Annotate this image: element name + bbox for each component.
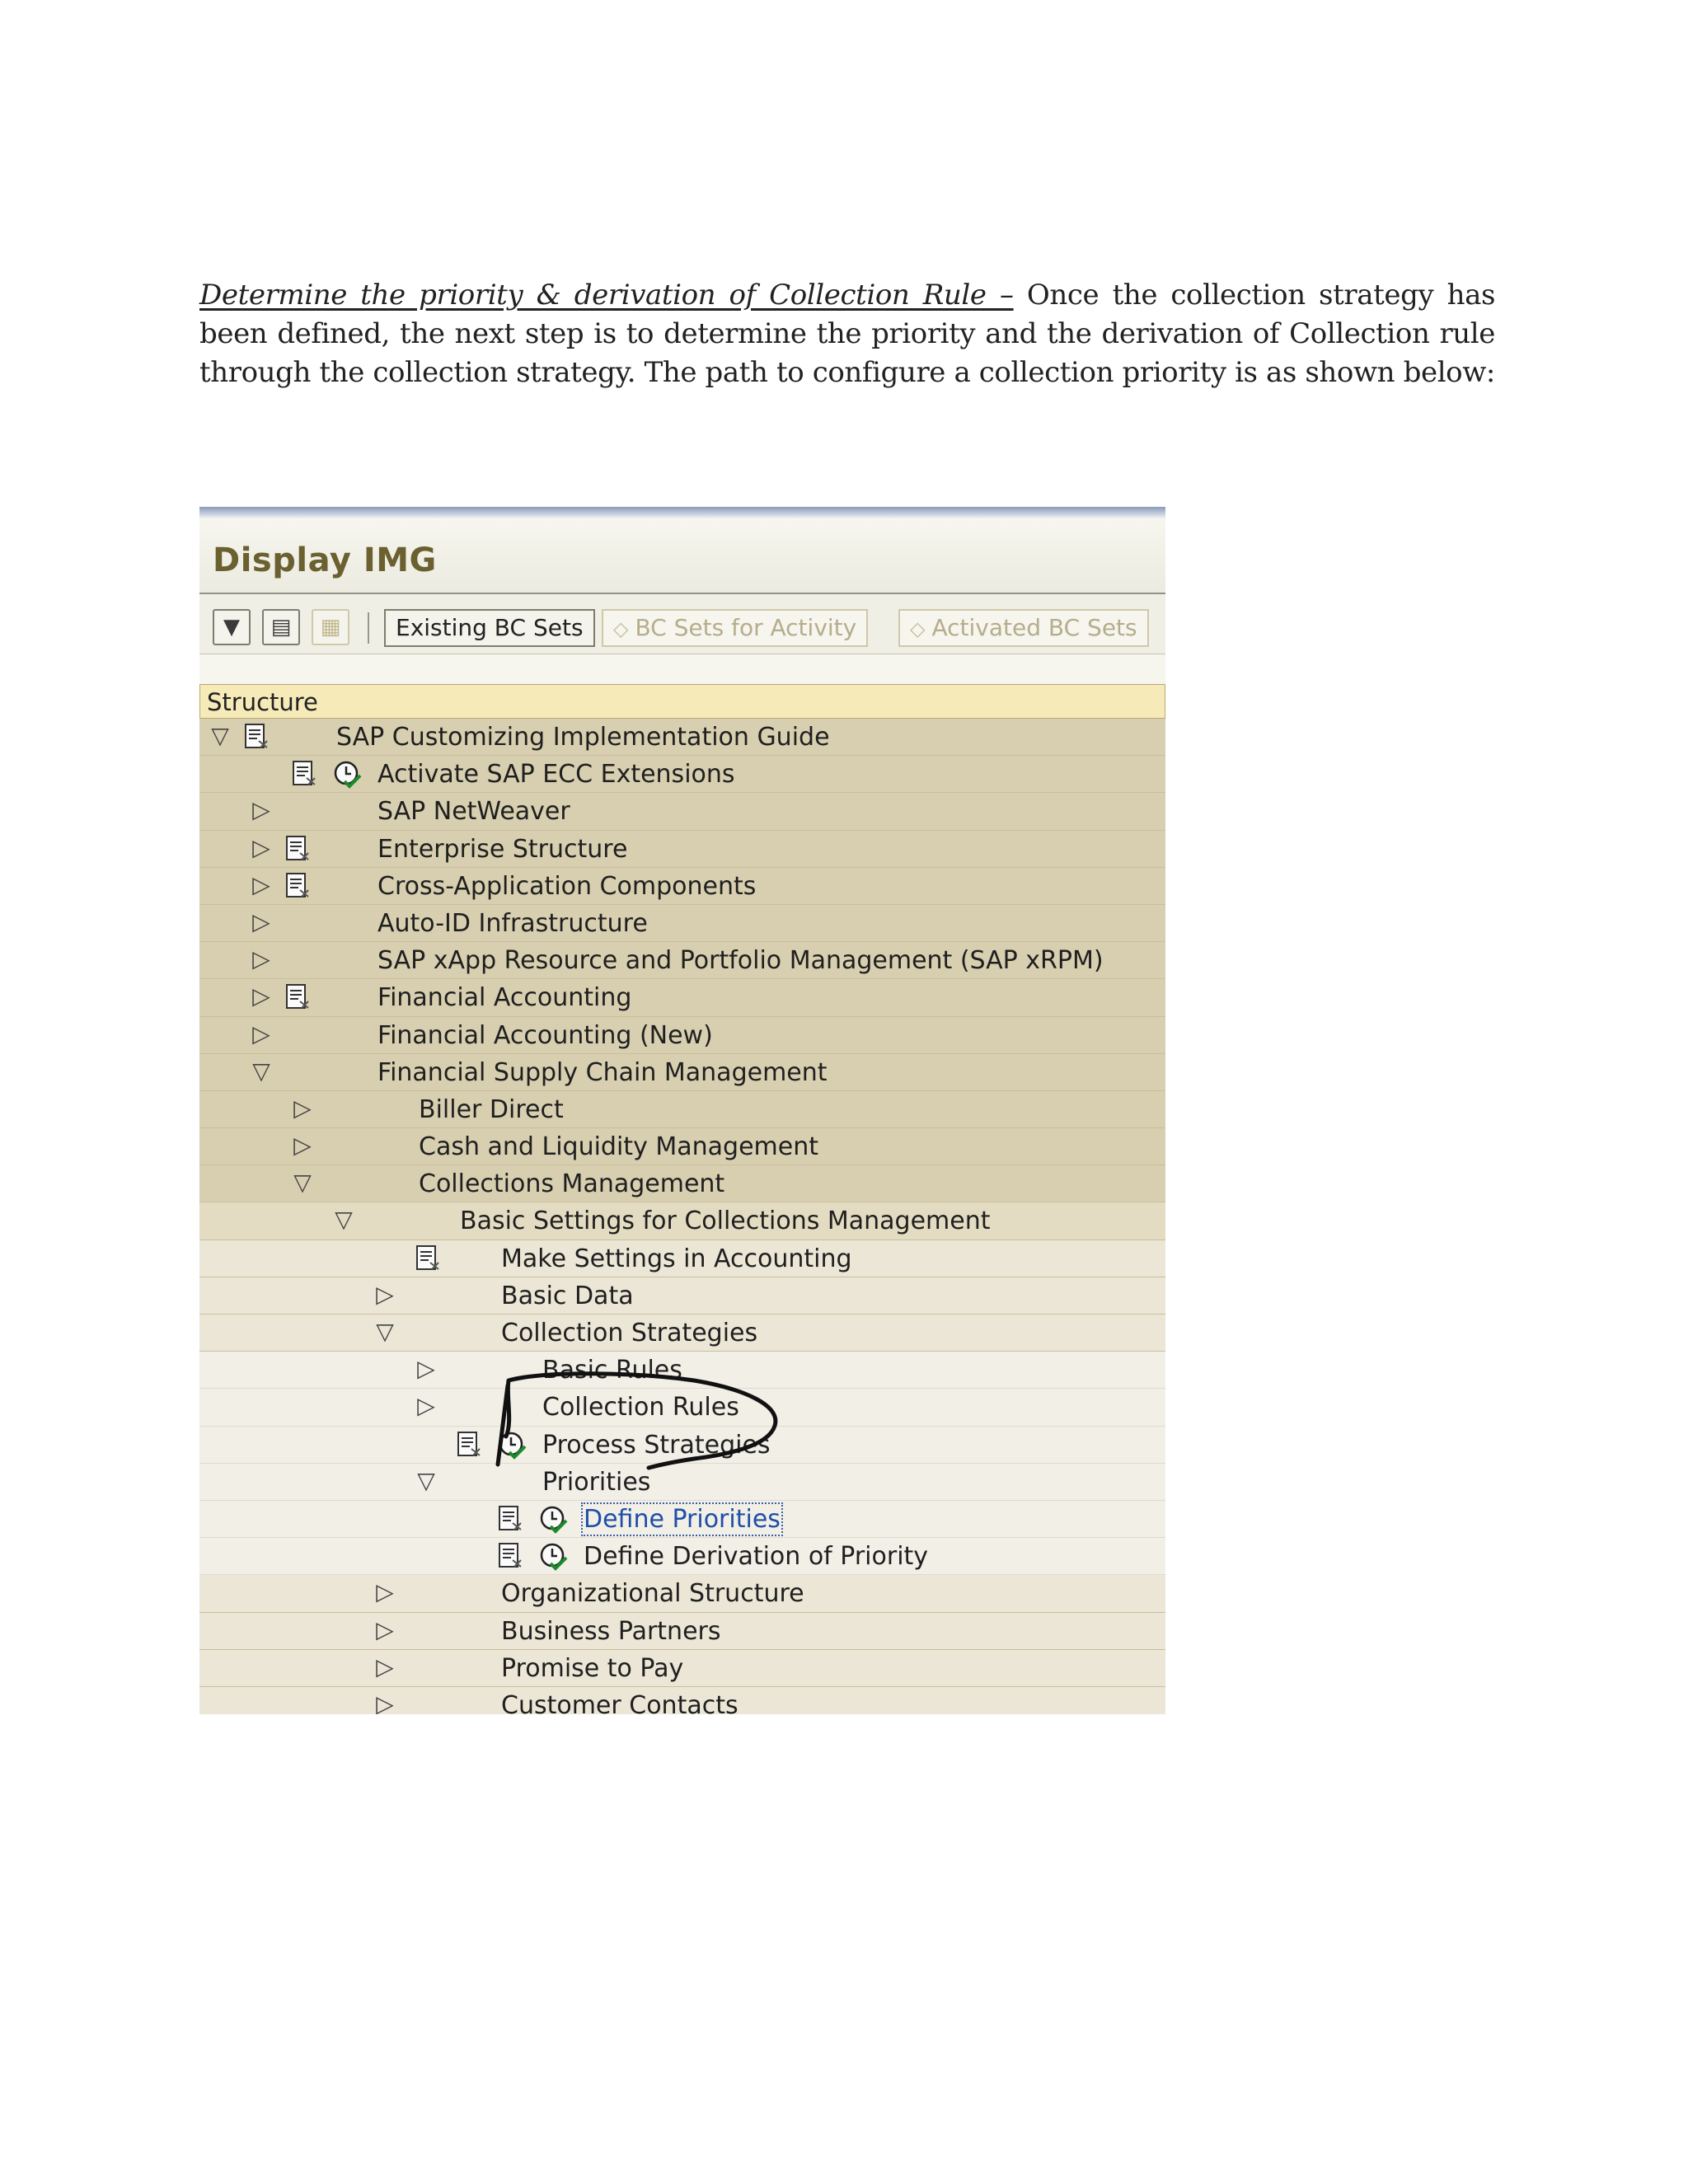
tree-row[interactable]	[199, 1240, 1165, 1277]
collapsed-node-icon[interactable]: ▷	[252, 1019, 270, 1047]
document-view-icon[interactable]: ▤	[262, 609, 300, 645]
collapsed-node-icon[interactable]: ▷	[376, 1280, 394, 1308]
tree-node-label[interactable]: Financial Accounting	[377, 983, 632, 1013]
collapsed-node-icon[interactable]: ▷	[417, 1392, 435, 1420]
tree-row[interactable]	[199, 1427, 1165, 1464]
tree-row[interactable]	[199, 1464, 1165, 1501]
tree-row[interactable]	[199, 1054, 1165, 1091]
toolbar-separator	[368, 612, 369, 644]
tree-node-label[interactable]: Enterprise Structure	[377, 834, 628, 864]
expand-all-icon[interactable]: ▼	[213, 609, 251, 645]
tree-node-label[interactable]: Cash and Liquidity Management	[419, 1132, 818, 1162]
structure-header	[199, 684, 1165, 719]
tree-node-label[interactable]: Define Priorities	[584, 1504, 781, 1534]
title-bar	[199, 518, 1165, 594]
screen-title: Display IMG	[213, 541, 437, 579]
tree-node-label[interactable]: Collection Rules	[542, 1393, 739, 1422]
collapsed-node-icon[interactable]: ▷	[376, 1652, 394, 1680]
tree-node-label[interactable]: Biller Direct	[419, 1094, 564, 1124]
existing-bc-sets-button[interactable]: Existing BC Sets	[384, 609, 595, 647]
tree-node-label[interactable]: Collection Strategies	[501, 1319, 758, 1347]
tree-row[interactable]	[199, 1687, 1165, 1714]
tree-row[interactable]	[199, 1389, 1165, 1426]
tree-node-label[interactable]: Cross-Application Components	[377, 871, 757, 901]
tree-node-label[interactable]: Process Strategies	[542, 1430, 771, 1460]
documentation-icon[interactable]	[284, 872, 312, 900]
tree-row[interactable]	[199, 1538, 1165, 1575]
execute-activity-icon[interactable]	[539, 1505, 569, 1535]
collapsed-node-icon[interactable]: ▷	[252, 870, 270, 898]
tree-row[interactable]	[199, 1017, 1165, 1054]
tree-node-label[interactable]: SAP xApp Resource and Portfolio Management (SAP xRPM)	[377, 946, 1104, 976]
documentation-icon[interactable]	[290, 760, 318, 788]
tree-node-label[interactable]: Customer Contacts	[501, 1690, 738, 1714]
tree-node-label[interactable]: Basic Settings for Collections Management	[460, 1207, 991, 1236]
tree-row[interactable]	[199, 1128, 1165, 1165]
documentation-icon[interactable]	[496, 1505, 524, 1533]
tree-row[interactable]	[199, 756, 1165, 793]
expanded-node-icon[interactable]: ▽	[252, 1057, 270, 1085]
expanded-node-icon[interactable]: ▽	[417, 1466, 435, 1494]
tree-node-label[interactable]: Promise to Pay	[501, 1653, 684, 1683]
tree-row[interactable]	[199, 1091, 1165, 1128]
tree-node-label[interactable]: Priorities	[542, 1467, 651, 1497]
tree-node-label[interactable]: Organizational Structure	[501, 1579, 804, 1609]
collapsed-node-icon[interactable]: ▷	[252, 833, 270, 861]
collapsed-node-icon[interactable]: ▷	[376, 1615, 394, 1643]
tree-row[interactable]	[199, 868, 1165, 905]
section-heading: Determine the priority & derivation of Collection Rule –	[199, 279, 1014, 312]
collapsed-node-icon[interactable]: ▷	[376, 1578, 394, 1606]
execute-activity-icon[interactable]	[498, 1431, 528, 1460]
execute-activity-icon[interactable]	[539, 1542, 569, 1572]
tree-node-label[interactable]: Financial Accounting (New)	[377, 1020, 713, 1050]
tree-row[interactable]	[199, 1575, 1165, 1612]
tree-row[interactable]	[199, 1352, 1165, 1389]
tree-row[interactable]	[199, 1315, 1165, 1352]
tree-node-label[interactable]: Business Partners	[501, 1616, 721, 1646]
collapsed-node-icon[interactable]: ▷	[252, 796, 270, 824]
intro-paragraph	[199, 276, 1495, 392]
activated-bc-sets-label: Activated BC Sets	[931, 614, 1137, 641]
expanded-node-icon[interactable]: ▽	[211, 722, 229, 749]
documentation-icon[interactable]	[414, 1244, 442, 1272]
tree-node-label[interactable]: SAP NetWeaver	[377, 797, 570, 827]
tree-node-label[interactable]: Collections Management	[419, 1169, 725, 1199]
tree-node-label[interactable]: Define Derivation of Priority	[584, 1542, 929, 1572]
tree-row[interactable]	[199, 831, 1165, 868]
expanded-node-icon[interactable]: ▽	[376, 1318, 394, 1345]
tree-node-label[interactable]: Auto-ID Infrastructure	[377, 908, 648, 938]
collapsed-node-icon[interactable]: ▷	[376, 1690, 394, 1714]
collapsed-node-icon[interactable]: ▷	[293, 1132, 312, 1160]
tree-node-label[interactable]: Make Settings in Accounting	[501, 1244, 852, 1273]
tree-node-label[interactable]: Basic Rules	[542, 1356, 682, 1385]
collapsed-node-icon[interactable]: ▷	[252, 907, 270, 935]
tree-row[interactable]	[199, 793, 1165, 830]
tree-row[interactable]	[199, 1277, 1165, 1315]
expanded-node-icon[interactable]: ▽	[293, 1169, 312, 1197]
tree-row[interactable]	[199, 1650, 1165, 1687]
bc-sets-for-activity-label: BC Sets for Activity	[635, 614, 857, 641]
expanded-node-icon[interactable]: ▽	[335, 1206, 353, 1234]
application-toolbar	[199, 594, 1165, 654]
collapsed-node-icon[interactable]: ▷	[417, 1355, 435, 1383]
paragraph-body: Once the collection strategy has been defined, the next step is to determine the priority and the derivation of Collection rule through the collection strategy. The path to configure a collection priority is as shown below:	[199, 279, 1495, 389]
bc-set-icon: ◇	[910, 617, 926, 640]
tree-node-label[interactable]: Activate SAP ECC Extensions	[377, 760, 735, 790]
tree-row[interactable]	[199, 1613, 1165, 1650]
sap-img-screenshot	[199, 507, 1165, 1714]
tree-row[interactable]	[199, 905, 1165, 942]
tree-node-label[interactable]: Basic Data	[501, 1281, 634, 1310]
window-top-border	[199, 507, 1165, 518]
collapsed-node-icon[interactable]: ▷	[252, 982, 270, 1010]
tree-row[interactable]	[199, 942, 1165, 979]
activated-bc-sets-button[interactable]	[898, 609, 1149, 647]
toolbar-spacer	[199, 654, 1165, 684]
bc-set-icon: ◇	[613, 617, 629, 640]
documentation-icon[interactable]	[284, 983, 312, 1011]
tree-row[interactable]	[199, 1501, 1165, 1538]
documentation-icon[interactable]	[496, 1542, 524, 1570]
bc-sets-for-activity-button[interactable]	[602, 609, 868, 647]
collapsed-node-icon[interactable]: ▷	[252, 945, 270, 973]
collapsed-node-icon[interactable]: ▷	[293, 1094, 312, 1122]
tree-row[interactable]	[199, 1202, 1165, 1240]
documentation-icon[interactable]	[242, 723, 270, 751]
tree-node-label[interactable]: SAP Customizing Implementation Guide	[336, 723, 830, 752]
tree-row[interactable]	[199, 719, 1165, 756]
tree-node-label[interactable]: Financial Supply Chain Management	[377, 1057, 828, 1087]
release-notes-icon[interactable]: ▦	[312, 609, 349, 645]
structure-header-label: Structure	[207, 688, 318, 716]
execute-activity-icon[interactable]	[333, 760, 363, 790]
documentation-icon[interactable]	[455, 1431, 483, 1459]
documentation-icon[interactable]	[284, 835, 312, 863]
img-tree	[199, 719, 1165, 1714]
tree-row[interactable]	[199, 979, 1165, 1016]
tree-row[interactable]	[199, 1165, 1165, 1202]
